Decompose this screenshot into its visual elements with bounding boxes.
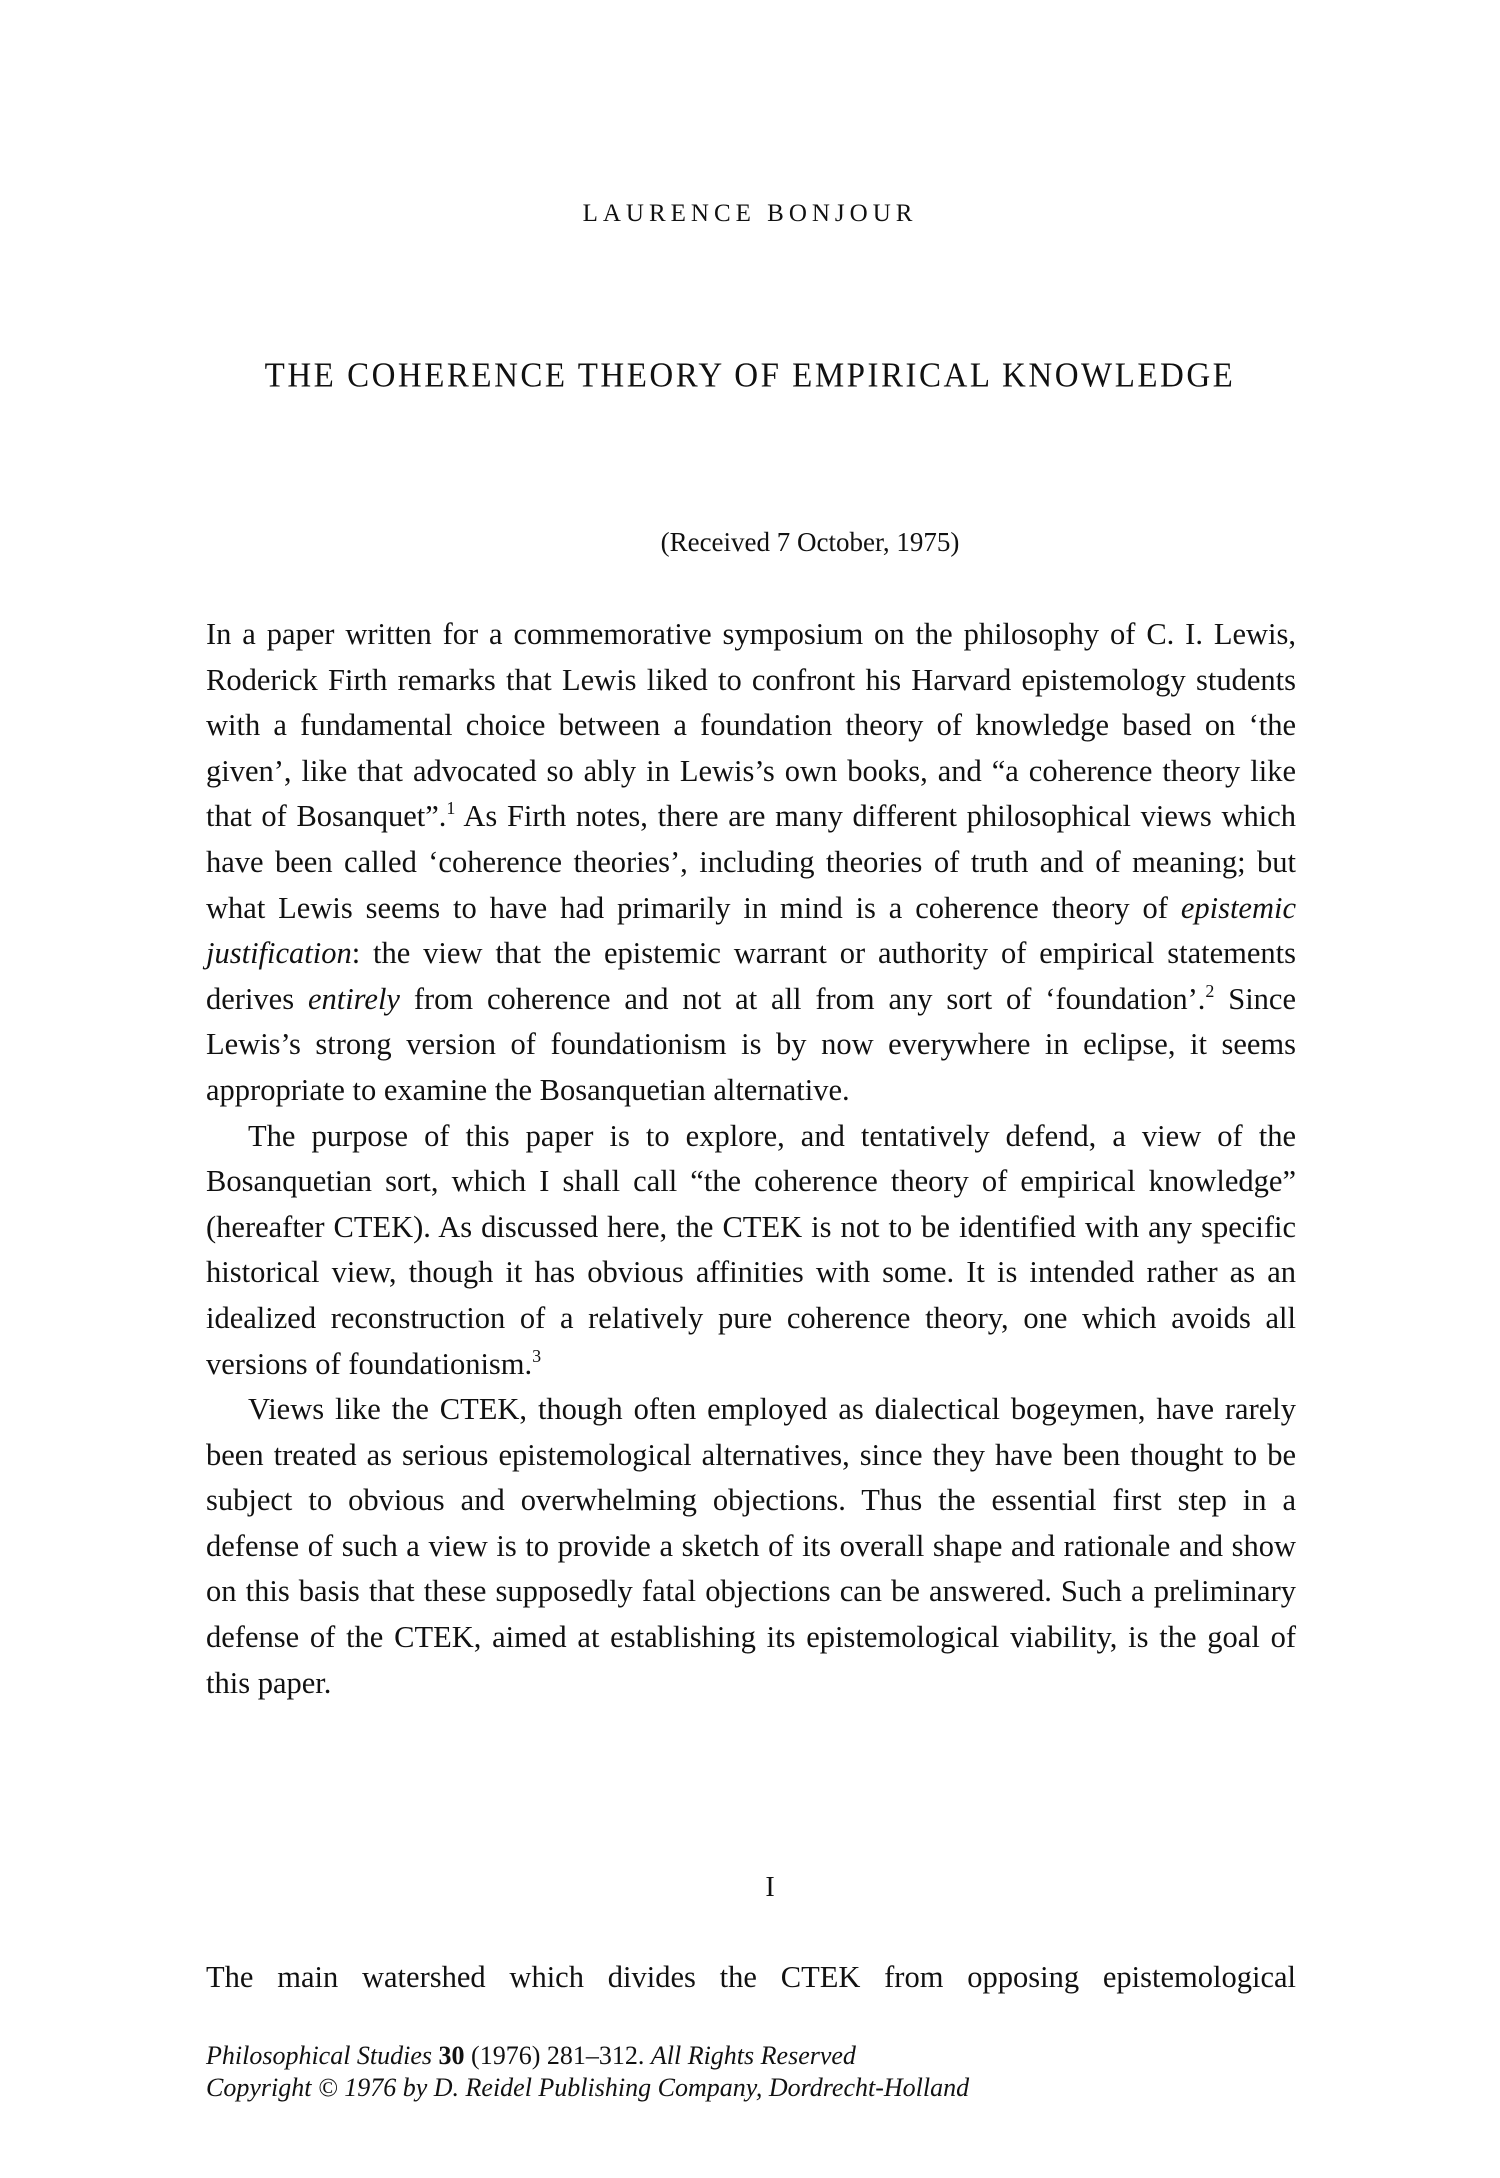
journal-volume: 30 bbox=[438, 2041, 465, 2070]
emphasis: entirely bbox=[307, 981, 400, 1016]
section-first-line: The main watershed which divides the CTEK from opposing epistemological bbox=[206, 1960, 1296, 1994]
journal-name: Philosophical Studies bbox=[206, 2041, 433, 2070]
emphasis: epistemic justification bbox=[206, 890, 1296, 971]
text-run: : the view that the epistemic warrant or authority of empirical statements derives bbox=[206, 936, 1296, 1016]
journal-year-pages: (1976) 281–312. bbox=[464, 2041, 651, 2070]
received-date: (Received 7 October, 1975) bbox=[660, 527, 960, 557]
text-run: from coherence and not at all from any sort of ‘foundation’. bbox=[399, 981, 1206, 1016]
text-run: As Firth notes, there are many different philosophical views which have been called ‘coherence theories’, including theories of truth and of meaning; but what Lewis seems to have had primarily in mind is a coherence theory of bbox=[206, 799, 1296, 925]
text-run: In a paper written for a commemorative symposium on the philosophy of C. I. Lewis, Roderick Firth remarks that Lewis liked to confront his Harvard epistemology students with a fundamental choice between a foundation theory of knowledge based on ‘the given’, like that advocated so ably in Lewis’s own books, and “a coherence theory like that of Bosanquet”. bbox=[206, 617, 1296, 834]
copyright-line: Copyright © 1976 by D. Reidel Publishing Company, Dordrecht-Holland bbox=[206, 2073, 970, 2102]
author-name: LAURENCE BONJOUR bbox=[582, 200, 918, 227]
rights-text: All Rights Reserved bbox=[650, 2041, 856, 2070]
paragraph bbox=[206, 1387, 1296, 1706]
footnote-marker: 2 bbox=[1205, 980, 1215, 1001]
paper-title: THE COHERENCE THEORY OF EMPIRICAL KNOWLEDGE bbox=[264, 357, 1236, 395]
text-run: Views like the CTEK, though often employed as dialectical bogeymen, have rarely been treated as serious epistemological alternatives, since they have been thought to be subject to obvious and overwhelming objections. Thus the essential first step in a defense of such a view is to provide a sketch of its overall shape and rationale and show on this basis that these supposedly fatal objections can be answered. Such a preliminary defense of the CTEK, aimed at establishing its epistemological viability, is the goal of this paper. bbox=[206, 1392, 1296, 1700]
citation-line bbox=[206, 2040, 1306, 2072]
text-run: Since Lewis’s strong version of foundationism is by now everywhere in eclipse, it seems appropriate to examine the Bosanquetian alternative. bbox=[206, 981, 1296, 1107]
footnote-marker: 3 bbox=[532, 1345, 542, 1366]
paragraph bbox=[206, 612, 1296, 1114]
section-number: I bbox=[765, 1872, 775, 1903]
footnote-marker: 1 bbox=[446, 798, 456, 819]
journal-footer bbox=[206, 2040, 1306, 2104]
paragraph bbox=[206, 1114, 1296, 1388]
text-run: The purpose of this paper is to explore, and tentatively defend, a view of the Bosanquetian sort, which I shall call “the coherence theory of empirical knowledge” (hereafter CTEK). As discussed here, the CTEK is not to be identified with any specific historical view, though it has obvious affinities with some. It is intended rather as an idealized reconstruction of a relatively pure coherence theory, one which avoids all versions of foundationism. bbox=[206, 1118, 1296, 1381]
body-text bbox=[206, 612, 1296, 1706]
